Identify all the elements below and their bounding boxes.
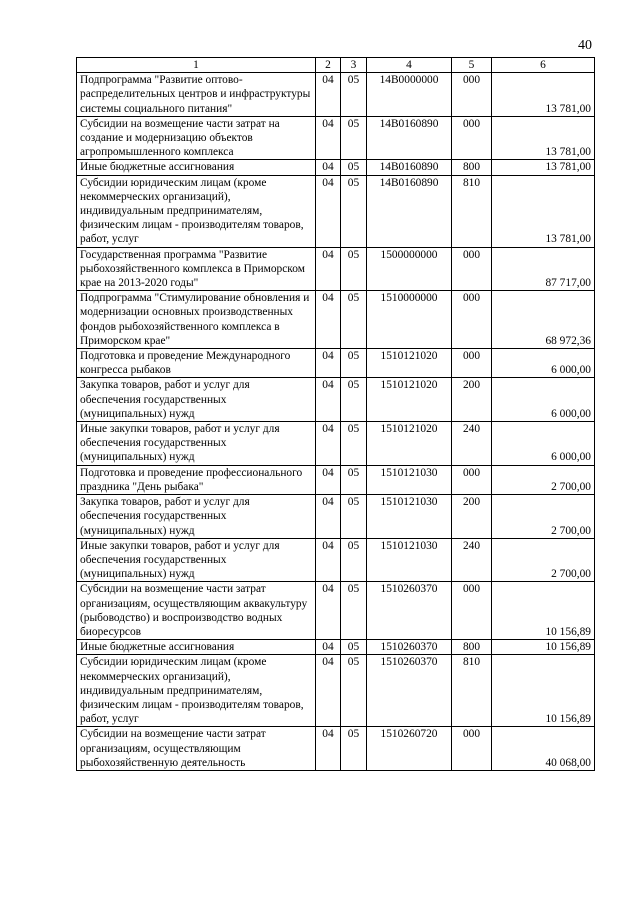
target-article-code: 1510121030 [367, 495, 452, 539]
section-code: 04 [316, 727, 341, 771]
amount: 13 781,00 [492, 175, 595, 247]
table-row [77, 378, 595, 422]
item-name: Субсидии юридическим лицам (кроме некоммерческих организаций), индивидуальным предпринимателям, физическим лицам - производителям товаров, работ, услуг [77, 175, 316, 247]
item-name: Субсидии на возмещение части затрат организациям, осуществляющим аквакультуру (рыбоводство) и воспроизводство водных биоресурсов [77, 582, 316, 640]
target-article-code: 14В0160890 [367, 160, 452, 175]
item-name: Субсидии юридическим лицам (кроме некоммерческих организаций), индивидуальным предпринимателям, физическим лицам - производителям товаров, работ, услуг [77, 655, 316, 727]
expense-type-code: 810 [452, 175, 492, 247]
item-name: Подготовка и проведение Международного конгресса рыбаков [77, 349, 316, 378]
amount: 10 156,89 [492, 655, 595, 727]
target-article-code: 1510260720 [367, 727, 452, 771]
section-code: 04 [316, 291, 341, 349]
item-name: Подпрограмма "Развитие оптово-распределительных центров и инфраструктуры системы социального питания" [77, 73, 316, 117]
expense-type-code: 000 [452, 116, 492, 160]
subsection-code: 05 [341, 175, 367, 247]
amount: 6 000,00 [492, 378, 595, 422]
target-article-code: 14В0160890 [367, 116, 452, 160]
item-name: Иные бюджетные ассигнования [77, 160, 316, 175]
section-code: 04 [316, 247, 341, 291]
column-number: 1 [77, 58, 316, 73]
table-row [77, 349, 595, 378]
amount: 68 972,36 [492, 291, 595, 349]
amount: 6 000,00 [492, 349, 595, 378]
target-article-code: 1510000000 [367, 291, 452, 349]
item-name: Иные закупки товаров, работ и услуг для обеспечения государственных (муниципальных) нужд [77, 422, 316, 466]
amount: 13 781,00 [492, 73, 595, 117]
budget-table [76, 57, 595, 771]
section-code: 04 [316, 175, 341, 247]
subsection-code: 05 [341, 640, 367, 655]
table-row [77, 291, 595, 349]
section-code: 04 [316, 465, 341, 494]
subsection-code: 05 [341, 582, 367, 640]
subsection-code: 05 [341, 465, 367, 494]
expense-type-code: 800 [452, 640, 492, 655]
expense-type-code: 240 [452, 538, 492, 582]
target-article-code: 1510260370 [367, 640, 452, 655]
item-name: Иные бюджетные ассигнования [77, 640, 316, 655]
table-row [77, 116, 595, 160]
target-article-code: 14В0160890 [367, 175, 452, 247]
subsection-code: 05 [341, 291, 367, 349]
subsection-code: 05 [341, 349, 367, 378]
target-article-code: 14В0000000 [367, 73, 452, 117]
subsection-code: 05 [341, 495, 367, 539]
target-article-code: 1510121020 [367, 378, 452, 422]
section-code: 04 [316, 160, 341, 175]
expense-type-code: 000 [452, 247, 492, 291]
item-name: Субсидии на возмещение части затрат на создание и модернизацию объектов агропромышленного комплекса [77, 116, 316, 160]
section-code: 04 [316, 116, 341, 160]
subsection-code: 05 [341, 378, 367, 422]
section-code: 04 [316, 582, 341, 640]
table-row [77, 175, 595, 247]
subsection-code: 05 [341, 727, 367, 771]
expense-type-code: 000 [452, 291, 492, 349]
amount: 2 700,00 [492, 495, 595, 539]
table-row [77, 640, 595, 655]
subsection-code: 05 [341, 538, 367, 582]
subsection-code: 05 [341, 116, 367, 160]
column-number: 5 [452, 58, 492, 73]
amount: 13 781,00 [492, 160, 595, 175]
column-number: 2 [316, 58, 341, 73]
subsection-code: 05 [341, 655, 367, 727]
column-number: 3 [341, 58, 367, 73]
table-row [77, 73, 595, 117]
expense-type-code: 000 [452, 465, 492, 494]
item-name: Иные закупки товаров, работ и услуг для обеспечения государственных (муниципальных) нужд [77, 538, 316, 582]
amount: 40 068,00 [492, 727, 595, 771]
target-article-code: 1510121020 [367, 422, 452, 466]
expense-type-code: 000 [452, 727, 492, 771]
target-article-code: 1510121030 [367, 465, 452, 494]
table-row [77, 247, 595, 291]
column-number: 4 [367, 58, 452, 73]
table-row [77, 422, 595, 466]
subsection-code: 05 [341, 247, 367, 291]
expense-type-code: 000 [452, 349, 492, 378]
expense-type-code: 800 [452, 160, 492, 175]
amount: 87 717,00 [492, 247, 595, 291]
amount: 10 156,89 [492, 640, 595, 655]
expense-type-code: 200 [452, 378, 492, 422]
section-code: 04 [316, 73, 341, 117]
item-name: Закупка товаров, работ и услуг для обеспечения государственных (муниципальных) нужд [77, 378, 316, 422]
table-row [77, 160, 595, 175]
table-row [77, 538, 595, 582]
amount: 2 700,00 [492, 465, 595, 494]
table-row [77, 582, 595, 640]
expense-type-code: 200 [452, 495, 492, 539]
section-code: 04 [316, 640, 341, 655]
table-row [77, 495, 595, 539]
target-article-code: 1510121020 [367, 349, 452, 378]
subsection-code: 05 [341, 422, 367, 466]
amount: 10 156,89 [492, 582, 595, 640]
table-row [77, 655, 595, 727]
expense-type-code: 000 [452, 582, 492, 640]
section-code: 04 [316, 422, 341, 466]
subsection-code: 05 [341, 73, 367, 117]
section-code: 04 [316, 378, 341, 422]
table-row [77, 465, 595, 494]
target-article-code: 1510260370 [367, 655, 452, 727]
section-code: 04 [316, 655, 341, 727]
amount: 6 000,00 [492, 422, 595, 466]
item-name: Подпрограмма "Стимулирование обновления и модернизации основных производственных фондов рыбохозяйственного комплекса в Приморском крае" [77, 291, 316, 349]
section-code: 04 [316, 349, 341, 378]
item-name: Субсидии на возмещение части затрат организациям, осуществляющим рыбохозяйственную деятельность [77, 727, 316, 771]
section-code: 04 [316, 538, 341, 582]
item-name: Государственная программа "Развитие рыбохозяйственного комплекса в Приморском крае на 2013-2020 годы" [77, 247, 316, 291]
expense-type-code: 810 [452, 655, 492, 727]
section-code: 04 [316, 495, 341, 539]
column-number-row [77, 58, 595, 73]
item-name: Подготовка и проведение профессионального праздника "День рыбака" [77, 465, 316, 494]
page-number: 40 [578, 38, 592, 53]
expense-type-code: 000 [452, 73, 492, 117]
column-number: 6 [492, 58, 595, 73]
target-article-code: 1500000000 [367, 247, 452, 291]
expense-type-code: 240 [452, 422, 492, 466]
target-article-code: 1510260370 [367, 582, 452, 640]
item-name: Закупка товаров, работ и услуг для обеспечения государственных (муниципальных) нужд [77, 495, 316, 539]
amount: 2 700,00 [492, 538, 595, 582]
target-article-code: 1510121030 [367, 538, 452, 582]
amount: 13 781,00 [492, 116, 595, 160]
table-row [77, 727, 595, 771]
subsection-code: 05 [341, 160, 367, 175]
